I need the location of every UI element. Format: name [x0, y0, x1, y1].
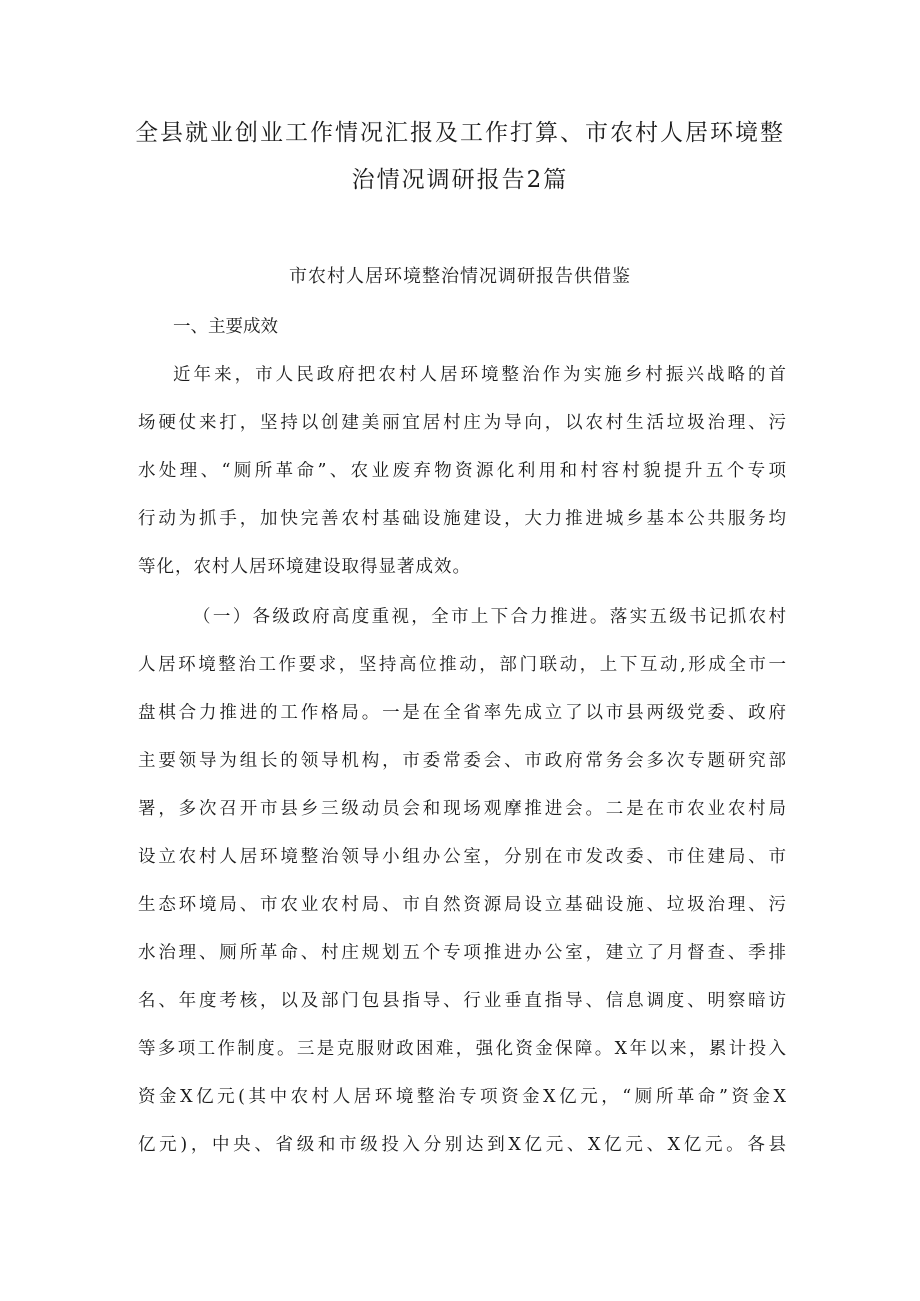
para2-line-11: 资金X亿元(其中农村人居环境整治专项资金X亿元，“厕所革命”资金X [138, 1087, 786, 1107]
para2-line-1: （一）各级政府高度重视，全市上下合力推进。落实五级书记抓农村 [193, 607, 786, 627]
para2-line-3: 盘棋合力推进的工作格局。一是在全省率先成立了以市县两级党委、政府 [138, 703, 786, 723]
para1-line-5: 等化，农村人居环境建设取得显著成效。 [138, 557, 471, 577]
document-title-line-1: 全县就业创业工作情况汇报及工作打算、市农村人居环境整 [135, 120, 785, 146]
para2-line-6: 设立农村人居环境整治领导小组办公室，分别在市发改委、市住建局、市 [138, 847, 786, 867]
section-title: 市农村人居环境整治情况调研报告供借鉴 [289, 266, 631, 287]
para2-line-10: 等多项工作制度。三是克服财政困难，强化资金保障。X年以来，累计投入 [138, 1039, 786, 1059]
para1-line-1: 近年来，市人民政府把农村人居环境整治作为实施乡村振兴战略的首 [173, 365, 786, 385]
para1-line-4: 行动为抓手，加快完善农村基础设施建设，大力推进城乡基本公共服务均 [138, 509, 786, 529]
para2-line-7: 生态环境局、市农业农村局、市自然资源局设立基础设施、垃圾治理、污 [138, 895, 786, 915]
para1-line-3: 水处理、“厕所革命”、农业废弃物资源化利用和村容村貌提升五个专项 [138, 461, 786, 481]
para1-line-2: 场硬仗来打，坚持以创建美丽宜居村庄为导向，以农村生活垃圾治理、污 [138, 413, 786, 433]
para2-line-2: 人居环境整治工作要求，坚持高位推动，部门联动，上下互动,形成全市一 [138, 655, 786, 675]
para2-line-5: 署，多次召开市县乡三级动员会和现场观摩推进会。二是在市农业农村局 [138, 799, 786, 819]
para2-line-8: 水治理、厕所革命、村庄规划五个专项推进办公室，建立了月督查、季排 [138, 943, 786, 963]
heading-main-results: 一、主要成效 [173, 317, 278, 337]
document-title-line-2: 治情况调研报告2篇 [351, 167, 569, 193]
para2-line-12: 亿元)，中央、省级和市级投入分别达到X亿元、X亿元、X亿元。各县 [138, 1135, 786, 1155]
document-title [120, 110, 800, 204]
para2-line-4: 主要领导为组长的领导机构，市委常委会、市政府常务会多次专题研究部 [138, 751, 786, 771]
para2-line-9: 名、年度考核，以及部门包县指导、行业垂直指导、信息调度、明察暗访 [138, 991, 786, 1011]
